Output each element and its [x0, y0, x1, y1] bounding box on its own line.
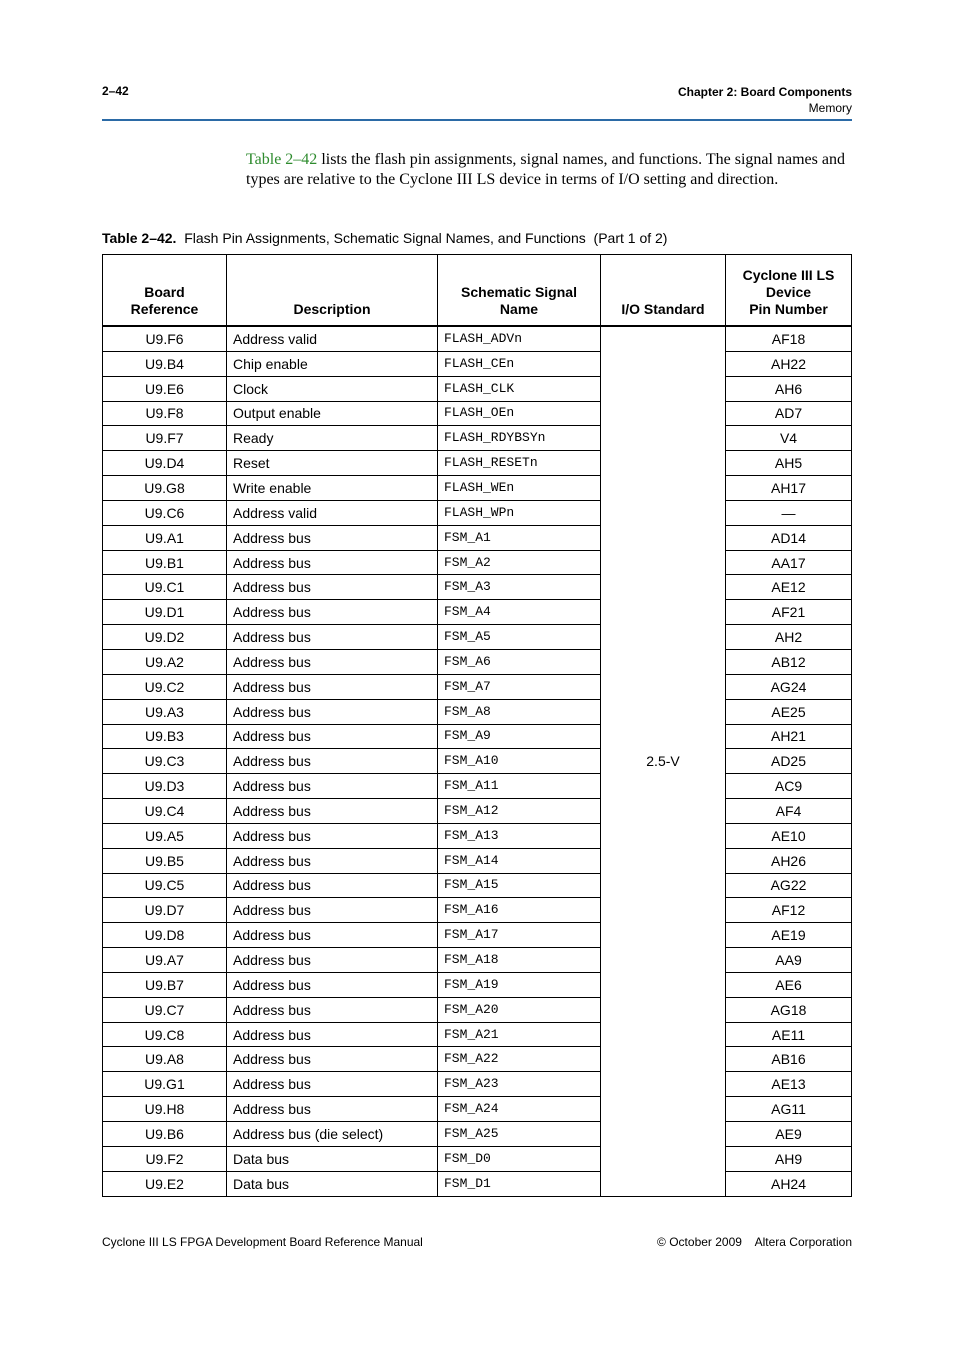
pin-number-cell: AH5	[726, 451, 852, 476]
pin-number-cell: AE9	[726, 1122, 852, 1147]
signal-name-cell: FLASH_WPn	[438, 500, 601, 525]
description-cell: Address bus	[227, 948, 438, 973]
table-row	[103, 724, 852, 749]
description-cell: Output enable	[227, 401, 438, 426]
signal-name-cell: FSM_A8	[438, 699, 601, 724]
description-cell: Address bus	[227, 774, 438, 799]
footer-copyright: © October 2009 Altera Corporation	[657, 1235, 852, 1249]
board-reference-cell: U9.G8	[103, 476, 227, 501]
board-reference-cell: U9.C4	[103, 799, 227, 824]
pin-number-cell: AD14	[726, 525, 852, 550]
table-caption-text: Flash Pin Assignments, Schematic Signal Names, and Functions (Part 1 of 2)	[176, 230, 668, 246]
table-caption	[102, 230, 667, 246]
table-row	[103, 451, 852, 476]
signal-name-cell: FSM_A23	[438, 1072, 601, 1097]
pin-number-cell: AG22	[726, 873, 852, 898]
pin-number-cell: AF21	[726, 600, 852, 625]
signal-name-cell: FSM_A14	[438, 848, 601, 873]
running-header	[678, 84, 852, 116]
description-cell: Address valid	[227, 326, 438, 351]
table-row	[103, 376, 852, 401]
board-reference-cell: U9.H8	[103, 1097, 227, 1122]
description-cell: Address valid	[227, 500, 438, 525]
table-row	[103, 848, 852, 873]
pin-number-cell: AG18	[726, 997, 852, 1022]
table-row	[103, 1047, 852, 1072]
table-row	[103, 972, 852, 997]
description-cell: Address bus	[227, 972, 438, 997]
table-row	[103, 898, 852, 923]
signal-name-cell: FSM_A1	[438, 525, 601, 550]
pin-number-cell: AF12	[726, 898, 852, 923]
signal-name-cell: FSM_A5	[438, 625, 601, 650]
signal-name-cell: FSM_A17	[438, 923, 601, 948]
board-reference-cell: U9.B1	[103, 550, 227, 575]
intro-paragraph	[246, 150, 852, 190]
table-row	[103, 550, 852, 575]
pin-number-cell: AH26	[726, 848, 852, 873]
signal-name-cell: FSM_A10	[438, 749, 601, 774]
signal-name-cell: FLASH_CLK	[438, 376, 601, 401]
pin-number-cell: AH17	[726, 476, 852, 501]
signal-name-cell: FLASH_WEn	[438, 476, 601, 501]
description-cell: Address bus	[227, 674, 438, 699]
signal-name-cell: FLASH_ADVn	[438, 326, 601, 351]
table-cross-reference-link[interactable]: Table 2–42	[246, 151, 318, 168]
pin-number-cell: AE12	[726, 575, 852, 600]
table-row	[103, 476, 852, 501]
board-reference-cell: U9.B5	[103, 848, 227, 873]
table-row	[103, 1171, 852, 1196]
description-cell: Address bus	[227, 1097, 438, 1122]
flash-pin-table	[102, 254, 852, 1197]
table-row	[103, 699, 852, 724]
board-reference-cell: U9.F8	[103, 401, 227, 426]
description-cell: Address bus	[227, 997, 438, 1022]
pin-number-cell: AF4	[726, 799, 852, 824]
pin-number-cell: —	[726, 500, 852, 525]
table-row	[103, 525, 852, 550]
description-cell: Data bus	[227, 1171, 438, 1196]
board-reference-cell: U9.A1	[103, 525, 227, 550]
description-cell: Address bus	[227, 625, 438, 650]
pin-number-cell: AE10	[726, 823, 852, 848]
table-row	[103, 799, 852, 824]
pin-number-cell: AB16	[726, 1047, 852, 1072]
pin-number-cell: AA17	[726, 550, 852, 575]
signal-name-cell: FSM_D1	[438, 1171, 601, 1196]
description-cell: Address bus	[227, 799, 438, 824]
board-reference-cell: U9.B6	[103, 1122, 227, 1147]
table-row	[103, 500, 852, 525]
description-cell: Data bus	[227, 1146, 438, 1171]
table-row	[103, 1146, 852, 1171]
table-row	[103, 997, 852, 1022]
table-row	[103, 948, 852, 973]
table-row	[103, 1097, 852, 1122]
description-cell: Address bus	[227, 600, 438, 625]
board-reference-cell: U9.B4	[103, 351, 227, 376]
description-cell: Clock	[227, 376, 438, 401]
table-row	[103, 625, 852, 650]
board-reference-cell: U9.D3	[103, 774, 227, 799]
table-row	[103, 1072, 852, 1097]
board-reference-cell: U9.G1	[103, 1072, 227, 1097]
pin-number-cell: AE6	[726, 972, 852, 997]
description-cell: Address bus	[227, 923, 438, 948]
signal-name-cell: FSM_A9	[438, 724, 601, 749]
signal-name-cell: FSM_A7	[438, 674, 601, 699]
description-cell: Address bus	[227, 575, 438, 600]
signal-name-cell: FSM_A3	[438, 575, 601, 600]
board-reference-cell: U9.C7	[103, 997, 227, 1022]
description-cell: Address bus	[227, 525, 438, 550]
table-row	[103, 1022, 852, 1047]
description-cell: Address bus	[227, 1022, 438, 1047]
board-reference-cell: U9.C8	[103, 1022, 227, 1047]
description-cell: Address bus	[227, 749, 438, 774]
pin-number-cell: AH2	[726, 625, 852, 650]
signal-name-cell: FSM_A19	[438, 972, 601, 997]
description-cell: Address bus	[227, 649, 438, 674]
header-rule	[102, 119, 852, 121]
board-reference-cell: U9.F7	[103, 426, 227, 451]
table-caption-label: Table 2–42.	[102, 230, 177, 246]
board-reference-cell: U9.C2	[103, 674, 227, 699]
table-row	[103, 326, 852, 351]
pin-number-cell: AG11	[726, 1097, 852, 1122]
description-cell: Address bus	[227, 848, 438, 873]
pin-number-cell: AE11	[726, 1022, 852, 1047]
pin-number-cell: AC9	[726, 774, 852, 799]
description-cell: Reset	[227, 451, 438, 476]
board-reference-cell: U9.F6	[103, 326, 227, 351]
column-header-pin-number: Cyclone III LS Device Pin Number	[726, 255, 852, 327]
signal-name-cell: FSM_A18	[438, 948, 601, 973]
description-cell: Address bus	[227, 1072, 438, 1097]
description-cell: Address bus	[227, 550, 438, 575]
column-header-board-reference: Board Reference	[103, 255, 227, 327]
io-standard-cell: 2.5-V	[601, 326, 726, 1196]
description-cell: Address bus	[227, 898, 438, 923]
table-row	[103, 351, 852, 376]
signal-name-cell: FSM_A6	[438, 649, 601, 674]
board-reference-cell: U9.D1	[103, 600, 227, 625]
pin-number-cell: AE25	[726, 699, 852, 724]
signal-name-cell: FSM_A4	[438, 600, 601, 625]
signal-name-cell: FLASH_CEn	[438, 351, 601, 376]
board-reference-cell: U9.D4	[103, 451, 227, 476]
signal-name-cell: FLASH_OEn	[438, 401, 601, 426]
signal-name-cell: FSM_A16	[438, 898, 601, 923]
description-cell: Address bus	[227, 699, 438, 724]
description-cell: Chip enable	[227, 351, 438, 376]
pin-number-cell: V4	[726, 426, 852, 451]
column-header-description: Description	[227, 255, 438, 327]
signal-name-cell: FSM_A21	[438, 1022, 601, 1047]
pin-number-cell: AG24	[726, 674, 852, 699]
table-row	[103, 823, 852, 848]
chapter-title: Chapter 2: Board Components	[677, 85, 852, 99]
signal-name-cell: FSM_A24	[438, 1097, 601, 1122]
table-row	[103, 674, 852, 699]
pin-number-cell: AH22	[726, 351, 852, 376]
signal-name-cell: FLASH_RESETn	[438, 451, 601, 476]
board-reference-cell: U9.E6	[103, 376, 227, 401]
pin-number-cell: AE19	[726, 923, 852, 948]
pin-number-cell: AB12	[726, 649, 852, 674]
board-reference-cell: U9.A8	[103, 1047, 227, 1072]
pin-number-cell: AD25	[726, 749, 852, 774]
description-cell: Ready	[227, 426, 438, 451]
board-reference-cell: U9.D7	[103, 898, 227, 923]
signal-name-cell: FSM_A2	[438, 550, 601, 575]
pin-number-cell: AH6	[726, 376, 852, 401]
table-row	[103, 575, 852, 600]
pin-number-cell: AH21	[726, 724, 852, 749]
board-reference-cell: U9.B3	[103, 724, 227, 749]
pin-number-cell: AE13	[726, 1072, 852, 1097]
section-title: Memory	[808, 101, 852, 115]
description-cell: Address bus	[227, 724, 438, 749]
signal-name-cell: FSM_A12	[438, 799, 601, 824]
signal-name-cell: FSM_A11	[438, 774, 601, 799]
board-reference-cell: U9.A5	[103, 823, 227, 848]
intro-text: lists the flash pin assignments, signal names, and functions. The signal names and types are relative to the Cyclone III LS device in terms of I/O setting and direction.	[246, 151, 845, 188]
board-reference-cell: U9.B7	[103, 972, 227, 997]
signal-name-cell: FLASH_RDYBSYn	[438, 426, 601, 451]
table-row	[103, 873, 852, 898]
pin-number-cell: AF18	[726, 326, 852, 351]
board-reference-cell: U9.D8	[103, 923, 227, 948]
table-row	[103, 774, 852, 799]
board-reference-cell: U9.F2	[103, 1146, 227, 1171]
description-cell: Address bus	[227, 823, 438, 848]
signal-name-cell: FSM_A13	[438, 823, 601, 848]
pin-number-cell: AD7	[726, 401, 852, 426]
board-reference-cell: U9.A3	[103, 699, 227, 724]
table-row	[103, 1122, 852, 1147]
footer-manual-title: Cyclone III LS FPGA Development Board Reference Manual	[102, 1235, 423, 1249]
table-row	[103, 401, 852, 426]
table-row	[103, 426, 852, 451]
pin-number-cell: AA9	[726, 948, 852, 973]
table-header-row	[103, 255, 852, 327]
signal-name-cell: FSM_A15	[438, 873, 601, 898]
description-cell: Address bus (die select)	[227, 1122, 438, 1147]
description-cell: Address bus	[227, 873, 438, 898]
board-reference-cell: U9.C1	[103, 575, 227, 600]
description-cell: Address bus	[227, 1047, 438, 1072]
board-reference-cell: U9.C3	[103, 749, 227, 774]
signal-name-cell: FSM_A25	[438, 1122, 601, 1147]
table-row	[103, 923, 852, 948]
signal-name-cell: FSM_A22	[438, 1047, 601, 1072]
column-header-io-standard: I/O Standard	[601, 255, 726, 327]
table-row	[103, 649, 852, 674]
table-row	[103, 749, 852, 774]
board-reference-cell: U9.C6	[103, 500, 227, 525]
pin-number-cell: AH9	[726, 1146, 852, 1171]
pin-number-cell: AH24	[726, 1171, 852, 1196]
board-reference-cell: U9.D2	[103, 625, 227, 650]
board-reference-cell: U9.E2	[103, 1171, 227, 1196]
signal-name-cell: FSM_D0	[438, 1146, 601, 1171]
signal-name-cell: FSM_A20	[438, 997, 601, 1022]
board-reference-cell: U9.A2	[103, 649, 227, 674]
board-reference-cell: U9.A7	[103, 948, 227, 973]
board-reference-cell: U9.C5	[103, 873, 227, 898]
table-body	[103, 326, 852, 1196]
column-header-schematic-signal-name: Schematic Signal Name	[438, 255, 601, 327]
page-number: 2–42	[102, 84, 129, 98]
table-row	[103, 600, 852, 625]
description-cell: Write enable	[227, 476, 438, 501]
